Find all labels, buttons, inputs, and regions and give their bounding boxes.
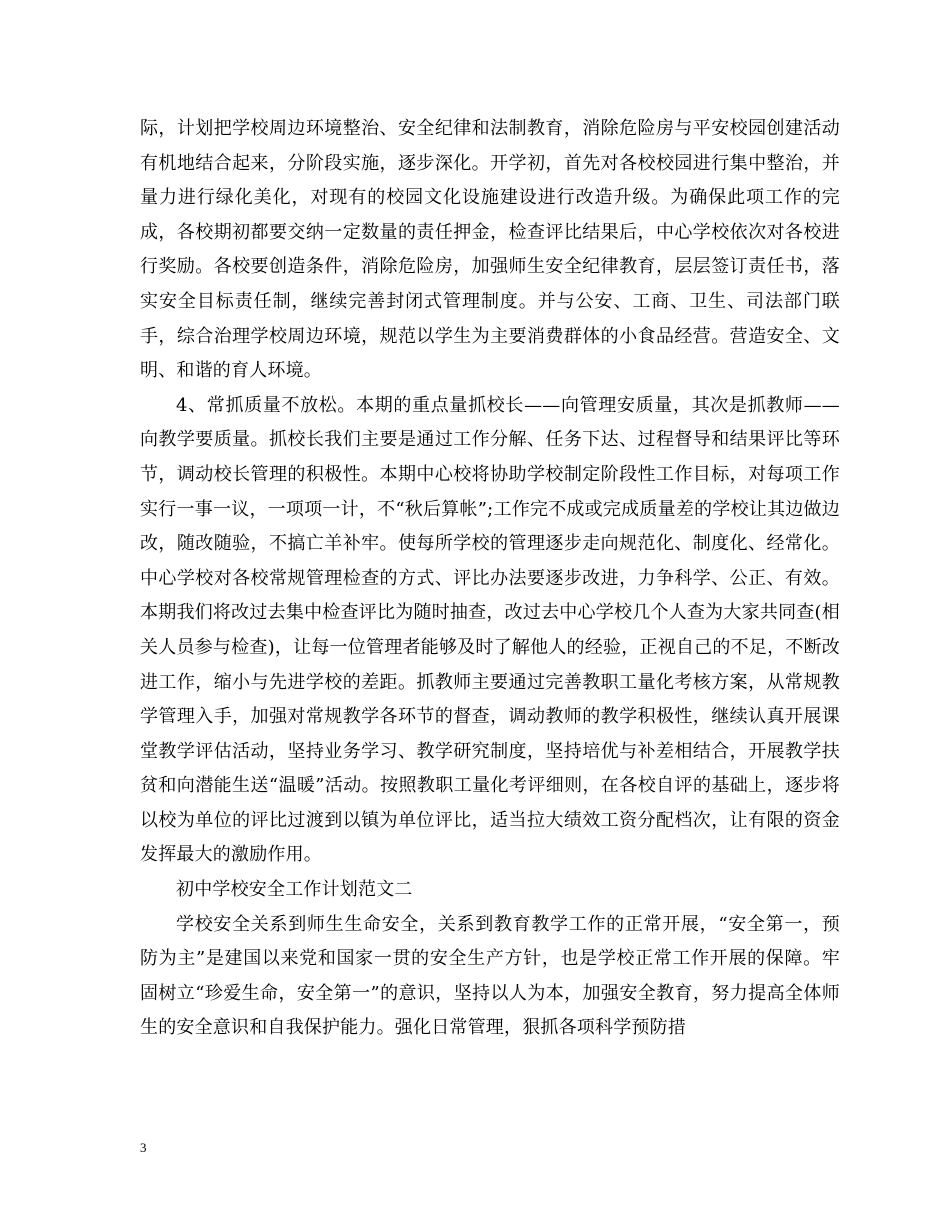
- section-heading: 初中学校安全工作计划范文二: [176, 879, 413, 901]
- paragraph-continuation: 际，计划把学校周边环境整治、安全纪律和法制教育，消除危险房与平安校园创建活动有机地结合起来，分阶段实施，逐步深化。开学初，首先对各校校园进行集中整治，并量力进行绿化美化，对现有的校园文化设施建设进行改造升级。为确保此项工作的完成，各校期初都要交纳一定数量的责任押金，检查评比结果后，中心学校依次对各校进行奖励。各校要创造条件，消除危险房，加强师生安全纪律教育，层层签订责任书，落实安全目标责任制，继续完善封闭式管理制度。并与公安、工商、卫生、司法部门联手，综合治理学校周边环境，规范以学生为主要消费群体的小食品经营。营造安全、文明、和谐的育人环境。: [140, 118, 840, 382]
- document-body: [140, 112, 840, 1046]
- paragraph-safety-intro: 学校安全关系到师生生命安全，关系到教育教学工作的正常开展，“安全第一，预防为主”是建国以来党和国家一贯的安全生产方针，也是学校正常工作开展的保障。牢固树立“珍爱生命，安全第一”的意识，坚持以人为本，加强安全教育，努力提高全体师生的安全意识和自我保护能力。强化日常管理，狠抓各项科学预防措: [140, 913, 840, 1039]
- paragraph-quality: 4、常抓质量不放松。本期的重点量抓校长——向管理安质量，其次是抓教师——向教学要质量。抓校长我们主要是通过工作分解、任务下达、过程督导和结果评比等环节，调动校长管理的积极性。本期中心校将协助学校制定阶段性工作目标，对每项工作实行一事一议，一项项一计，不“秋后算帐”;工作完不成或完成质量差的学校让其边做边改，随改随验，不搞亡羊补牢。使每所学校的管理逐步走向规范化、制度化、经常化。中心学校对各校常规管理检查的方式、评比办法要逐步改进，力争科学、公正、有效。本期我们将改过去集中检查评比为随时抽查，改过去中心学校几个人查为大家共同查(相关人员参与检查)，让每一位管理者能够及时了解他人的经验，正视自己的不足，不断改进工作，缩小与先进学校的差距。抓教师主要通过完善教职工量化考核方案，从常规教学管理入手，加强对常规教学各环节的督查，调动教师的教学积极性，继续认真开展课堂教学评估活动，坚持业务学习、教学研究制度，坚持培优与补差相结合，开展教学扶贫和向潜能生送“温暖”活动。按照教职工量化考评细则，在各校自评的基础上，逐步将以校为单位的评比过渡到以镇为单位评比，适当拉大绩效工资分配档次，让有限的资金发挥最大的激励作用。: [140, 394, 840, 866]
- page-number: 3: [140, 1140, 147, 1155]
